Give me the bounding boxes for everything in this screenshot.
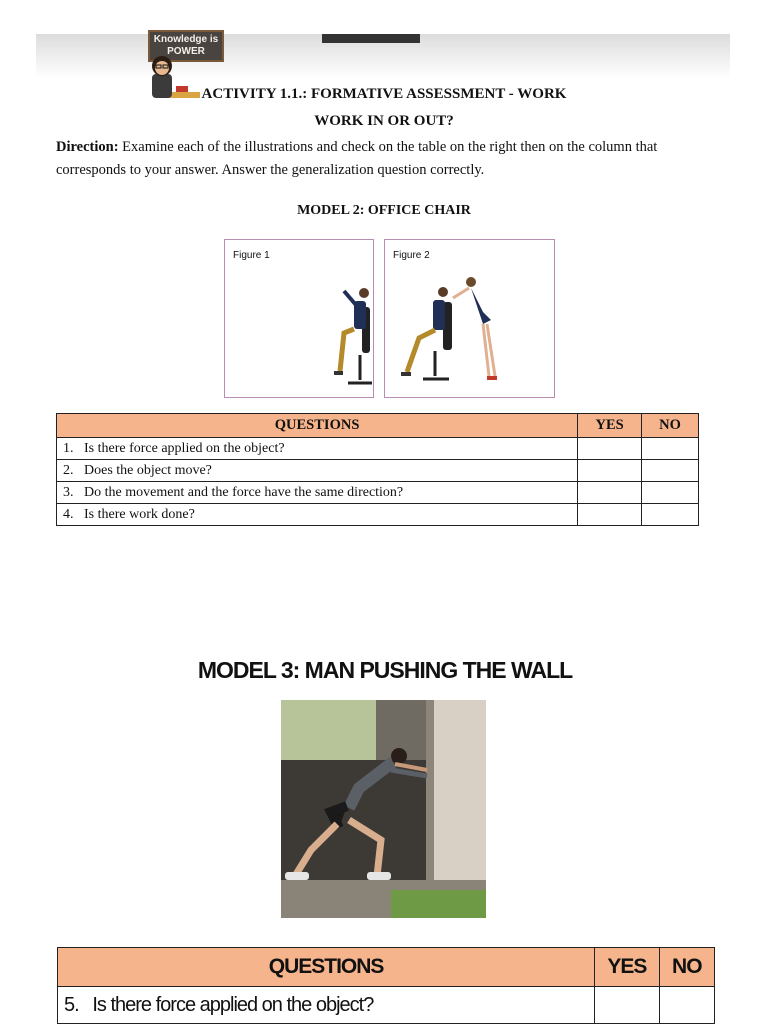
figure2-label: Figure 2 bbox=[393, 250, 430, 261]
questions-header: QUESTIONS bbox=[58, 948, 595, 987]
sign-line: Knowledge is bbox=[153, 34, 219, 45]
no-header: NO bbox=[659, 948, 714, 987]
man-pushing-wall-photo bbox=[281, 700, 486, 918]
top-tab bbox=[322, 34, 420, 43]
yes-checkbox-cell[interactable] bbox=[578, 460, 642, 482]
activity-title: ACTIVITY 1.1.: FORMATIVE ASSESSMENT - WORK bbox=[201, 86, 567, 102]
woman-pushing-chair-icon bbox=[395, 276, 545, 391]
yes-checkbox-cell[interactable] bbox=[595, 987, 659, 1024]
sign-line: POWER bbox=[167, 46, 205, 57]
yes-checkbox-cell[interactable] bbox=[578, 482, 642, 504]
question-cell: 5. Is there force applied on the object? bbox=[58, 987, 595, 1024]
table-row bbox=[58, 987, 715, 1024]
yes-checkbox-cell[interactable] bbox=[578, 504, 642, 526]
no-checkbox-cell[interactable] bbox=[642, 460, 699, 482]
yes-header: YES bbox=[578, 414, 642, 438]
direction-paragraph bbox=[56, 136, 696, 182]
no-checkbox-cell[interactable] bbox=[659, 987, 714, 1024]
question-cell: 1. Is there force applied on the object? bbox=[57, 438, 578, 460]
yes-header: YES bbox=[595, 948, 659, 987]
model3-heading: MODEL 3: MAN PUSHING THE WALL bbox=[197, 657, 573, 683]
table-row bbox=[57, 460, 699, 482]
yes-checkbox-cell[interactable] bbox=[578, 438, 642, 460]
question-cell: 3. Do the movement and the force have the same direction? bbox=[57, 482, 578, 504]
man-on-chair-icon bbox=[320, 285, 380, 395]
no-checkbox-cell[interactable] bbox=[642, 438, 699, 460]
questions-header: QUESTIONS bbox=[57, 414, 578, 438]
no-checkbox-cell[interactable] bbox=[642, 504, 699, 526]
figure1-panel bbox=[224, 239, 374, 398]
table-row bbox=[57, 438, 699, 460]
figure1-label: Figure 1 bbox=[233, 250, 270, 261]
table-row bbox=[57, 504, 699, 526]
direction-label: Direction: bbox=[56, 139, 119, 155]
no-header: NO bbox=[642, 414, 699, 438]
figure2-panel bbox=[384, 239, 555, 398]
table-row bbox=[57, 482, 699, 504]
question-cell: 4. Is there work done? bbox=[57, 504, 578, 526]
direction-text: Examine each of the illustrations and check on the table on the right then on the column that corresponds to your answer. Answer the generalization question correctly. bbox=[56, 139, 658, 178]
activity-subtitle: WORK IN OR OUT? bbox=[314, 113, 454, 129]
no-checkbox-cell[interactable] bbox=[642, 482, 699, 504]
question-cell: 2. Does the object move? bbox=[57, 460, 578, 482]
questions-table-model3 bbox=[57, 947, 715, 1024]
questions-table-model2 bbox=[56, 413, 699, 526]
model2-heading: MODEL 2: OFFICE CHAIR bbox=[297, 203, 471, 218]
